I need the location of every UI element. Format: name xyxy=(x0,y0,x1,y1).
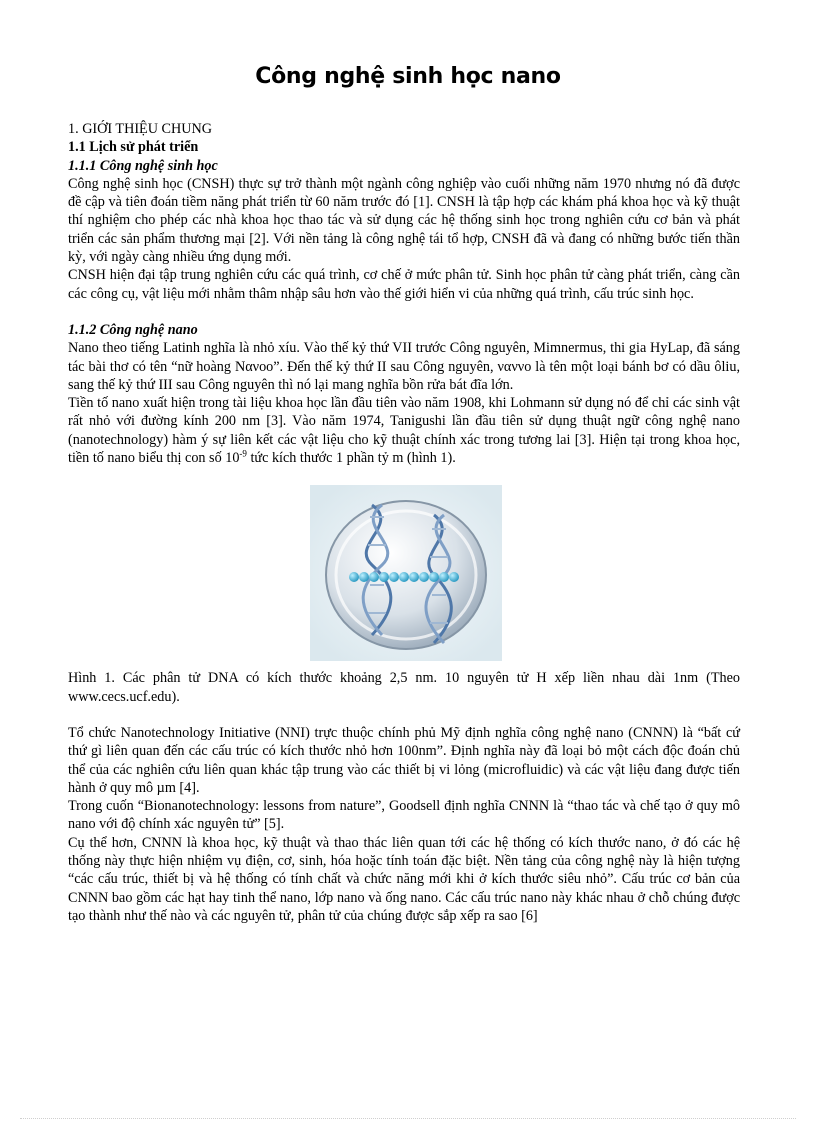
page-bottom-border xyxy=(20,1118,796,1119)
paragraph-nano-1: Nano theo tiếng Latinh nghĩa là nhỏ xíu. Vào thế kỷ thứ VII trước Công nguyên, Mimnermus, thi gia HyLap, đã sáng tác bài thơ có tên “nữ hoàng Nανοο”. Đến thế kỷ thứ II sau Công nguyên, ναννο là tên một loại bánh bơ có dầu ôliu, sang thế kỷ thứ III sau Công nguyên thì nó lại mang nghĩa bồn rửa bát đĩa lớn. xyxy=(68,340,740,393)
dna-nano-image xyxy=(310,485,502,661)
document-title: Công nghệ sinh học nano xyxy=(255,64,561,89)
paragraph-cnsh-2: CNSH hiện đại tập trung nghiên cứu các quá trình, cơ chế ở mức phân tử. Sinh học phân tử càng phát triển, càng cần các công cụ, vật liệu mới nhằm thâm nhập sâu hơn vào thế giới hiển vi của những quá trình, cấu trúc sinh học. xyxy=(68,267,740,302)
paragraph-nano-2-part-b: tức kích thước 1 phần tỷ m (hình 1). xyxy=(246,450,456,467)
section-heading-1: 1. GIỚI THIỆU CHUNG xyxy=(68,121,212,137)
section-heading-1-1-1: 1.1.1 Công nghệ sinh học xyxy=(68,157,218,174)
spacer xyxy=(68,706,740,724)
exponent: -9 xyxy=(239,448,247,459)
paragraph-nano-2 xyxy=(68,394,740,467)
spacer xyxy=(68,303,740,321)
figure-caption: Hình 1. Các phân tử DNA có kích thước khoảng 2,5 nm. 10 nguyên tử H xếp liền nhau dài 1nm (Theo www.cecs.ucf.edu). xyxy=(68,670,740,705)
paragraph-nni: Tổ chức Nanotechnology Initiative (NNI) trực thuộc chính phủ Mỹ định nghĩa công nghệ nano (CNNN) là “bất cứ thứ gì liên quan đến các cấu trúc có kích thước nhỏ hơn 100nm”. Định nghĩa này đã loại bỏ một cách độc đoán chủ thể của các nghiên cứu liên quan khác tập trung vào các thiết bị vi lỏng (microfluidic) và các vật liệu đang được tiến hành ở quy mô µm [4]. xyxy=(68,724,740,796)
paragraph-cnsh-1: Công nghệ sinh học (CNSH) thực sự trở thành một ngành công nghiệp vào cuối những năm 1970 nhưng nó đã được đề cập và tiên đoán tiềm năng phát triển từ 60 năm trước đó [1]. CNSH là tập hợp các khám phá khoa học và kỹ thuật thí nghiệm cho phép các nhà khoa học thao tác và sử dụng các hệ thống sinh học trong nghiên cứu cơ bản và phát triển các sản phẩm thương mại [2]. Với nền tảng là công nghệ tái tổ hợp, CNSH đã và đang có những bước tiến thần kỳ, với ngày càng nhiều ứng dụng mới. xyxy=(68,175,740,266)
document-body xyxy=(68,120,740,925)
paragraph-cnnn: Cụ thể hơn, CNNN là khoa học, kỹ thuật và thao thác liên quan tới các hệ thống có kích thước nano, ở đó các hệ thống này thực hiện nhiệm vụ điện, cơ, sinh, hóa hoặc tính toán đặc biệt. Nền tảng của công nghệ này là hiện tượng “các cấu trúc, thiết bị và hệ thống có tính chất và chức năng mới khi ở kích thước siêu nhỏ”. Cấu trúc cơ bản của CNNN bao gồm các hạt hay tinh thể nano, lớp nano và ống nano. Các cấu trúc nano này khác nhau ở chỗ chúng được tạo thành như thế nào và các nguyên tử, phân tử của chúng được sắp xếp ra sao [6] xyxy=(68,834,740,924)
hydrogen-atom-row xyxy=(349,572,459,582)
paragraph-goodsell: Trong cuốn “Bionanotechnology: lessons from nature”, Goodsell định nghĩa CNNN là “thao tác và chế tạo ở quy mô nano với độ chính xác nguyên tử” [5]. xyxy=(68,798,740,833)
figure-dna xyxy=(68,485,740,663)
section-heading-1-1-2: 1.1.2 Công nghệ nano xyxy=(68,321,198,338)
section-heading-1-1: 1.1 Lịch sử phát triển xyxy=(68,139,199,156)
paragraph-nano-2-part-a: Tiền tố nano xuất hiện trong tài liệu khoa học lần đầu tiên vào năm 1908, khi Lohmann sử dụng nó để chỉ các sinh vật rất nhỏ với đường kính 200 nm [3]. Vào năm 1974, Tanigushi lần đầu tiên sử dụng thuật ngữ công nghệ nano (nanotechnology) hàm ý sự liên kết các vật liệu cho kỹ thuật chính xác trong tương lai [3]. Hiện tại trong khoa học, tiền tố nano biểu thị con số 10 xyxy=(68,395,740,467)
